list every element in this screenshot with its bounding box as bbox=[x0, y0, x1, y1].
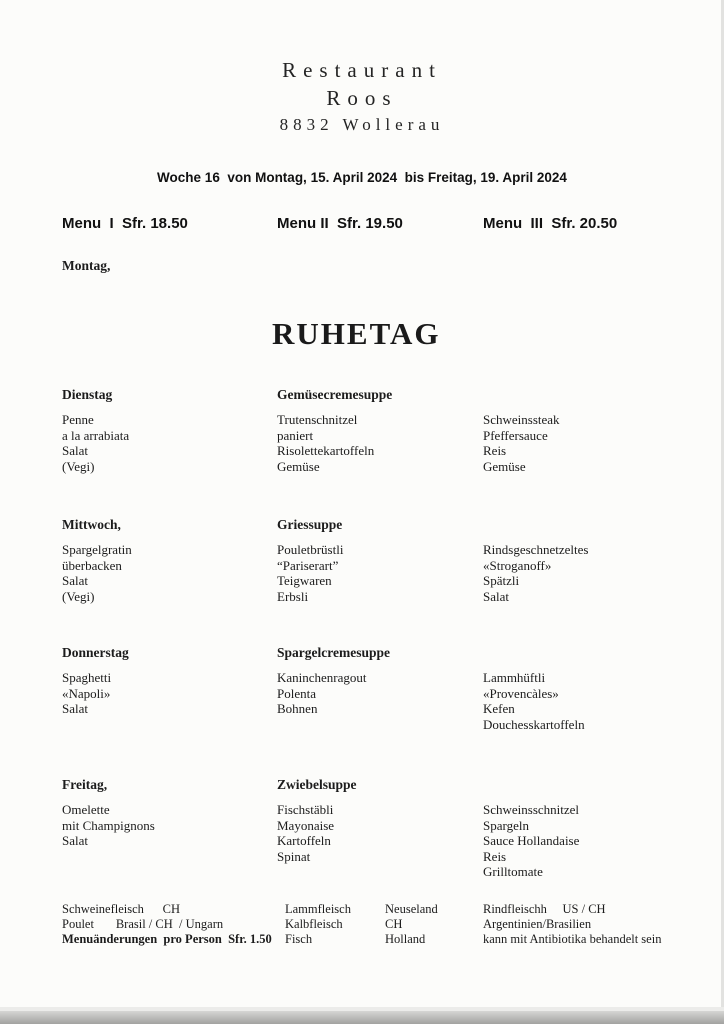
menu1-items bbox=[62, 412, 277, 474]
menu-item-line: «Napoli» bbox=[62, 685, 111, 701]
menu-item-line: paniert bbox=[277, 427, 314, 443]
day-head bbox=[62, 644, 714, 661]
day-body bbox=[62, 670, 714, 732]
restaurant-name-line1: Restaurant bbox=[282, 58, 442, 82]
footer-cell: Argentinien/Brasilien bbox=[483, 916, 592, 931]
meat-origin-footer bbox=[0, 902, 724, 947]
menu-item-line: “Pariserart” bbox=[277, 557, 339, 573]
footer-row bbox=[62, 917, 714, 932]
day-body bbox=[62, 802, 714, 880]
empty-cell bbox=[483, 516, 714, 533]
menu-item-line: Mayonaise bbox=[277, 817, 335, 833]
day-section-freitag bbox=[0, 776, 724, 880]
footer-row bbox=[62, 932, 714, 947]
menu-item-line: Polenta bbox=[277, 685, 316, 701]
day-head bbox=[62, 776, 714, 793]
scan-edge-bottom bbox=[0, 1011, 724, 1024]
menu-item-line: Gemüse bbox=[277, 458, 320, 474]
menu-item-line: Kaninchenragout bbox=[277, 670, 367, 685]
menu-item-line: Schweinsschnitzel bbox=[483, 802, 580, 817]
menu-item-line: Spätzli bbox=[483, 573, 520, 588]
menu-item-line: Salat bbox=[62, 443, 88, 458]
monday-day-label: Montag, bbox=[62, 258, 111, 273]
menu1-items bbox=[62, 802, 277, 880]
day-body bbox=[62, 542, 714, 604]
menu-item-line: Penne bbox=[62, 412, 94, 427]
menu-item-line: Trutenschnitzel bbox=[277, 412, 358, 427]
footer-cell: Fisch bbox=[285, 931, 313, 946]
soup-label: Spargelcremesuppe bbox=[277, 645, 390, 660]
menu-item-line: Spargelgratin bbox=[62, 542, 132, 557]
menu1-price-header: Menu I Sfr. 18.50 bbox=[62, 215, 188, 232]
week-range-line: Woche 16 von Montag, 15. April 2024 bis Freitag, 19. April 2024 bbox=[157, 170, 567, 185]
soup-label: Gemüsecremesuppe bbox=[277, 387, 393, 402]
menu-item-line: Salat bbox=[483, 588, 509, 604]
menu-item-line: überbacken bbox=[62, 557, 122, 573]
menu2-items bbox=[277, 670, 483, 732]
menu1-items bbox=[62, 670, 277, 732]
day-section-donnerstag bbox=[0, 644, 724, 732]
menu-item-line: Salat bbox=[62, 701, 88, 716]
menu-item-line: (Vegi) bbox=[62, 458, 95, 474]
menu-item-line: Teigwaren bbox=[277, 573, 332, 588]
menu-item-line: (Vegi) bbox=[62, 588, 95, 604]
day-label: Dienstag bbox=[62, 387, 113, 402]
menu-item-line: Spaghetti bbox=[62, 670, 112, 685]
day-head bbox=[62, 516, 714, 533]
restaurant-name-line2: Roos bbox=[326, 86, 398, 110]
soup-label: Griessuppe bbox=[277, 517, 343, 532]
menu1-items bbox=[62, 542, 277, 604]
day-section-dienstag bbox=[0, 386, 724, 474]
day-body bbox=[62, 412, 714, 474]
footer-cell: Rindfleischh US / CH bbox=[483, 901, 606, 916]
menu-item-line: Risolettekartoffeln bbox=[277, 443, 375, 458]
menu-item-line: Douchesskartoffeln bbox=[483, 716, 585, 732]
day-head bbox=[62, 386, 714, 403]
empty-cell bbox=[483, 644, 714, 661]
menu-item-line: Sauce Hollandaise bbox=[483, 833, 580, 848]
menu2-items bbox=[277, 802, 483, 880]
restaurant-title-block bbox=[0, 0, 724, 138]
menu-item-line: Omelette bbox=[62, 802, 110, 817]
soup-label: Zwiebelsuppe bbox=[277, 777, 357, 792]
menu3-items bbox=[483, 412, 714, 474]
menu-item-line: Reis bbox=[483, 848, 507, 864]
closed-day-notice: RUHETAG bbox=[272, 316, 441, 351]
footer-cell: CH bbox=[385, 916, 403, 931]
menu-item-line: Spinat bbox=[277, 848, 311, 864]
menu-price-header-row bbox=[0, 215, 724, 232]
menu2-price-header: Menu II Sfr. 19.50 bbox=[277, 215, 403, 232]
menu2-items bbox=[277, 542, 483, 604]
menu-item-line: Bohnen bbox=[277, 701, 318, 716]
footer-cell: kann mit Antibiotika behandelt sein bbox=[483, 931, 662, 946]
empty-cell bbox=[483, 386, 714, 403]
day-label: Mittwoch, bbox=[62, 517, 121, 532]
footer-cell: Schweinefleisch CH bbox=[62, 901, 181, 916]
menu-item-line: Fischstäbli bbox=[277, 802, 334, 817]
menu-item-line: Rindsgeschnetzeltes bbox=[483, 542, 589, 557]
menu-item-line: Schweinssteak bbox=[483, 412, 560, 427]
menu-item-line: Pfeffersauce bbox=[483, 427, 548, 443]
menu-item-line: Gemüse bbox=[483, 458, 526, 474]
menu2-items bbox=[277, 412, 483, 474]
day-section-mittwoch bbox=[0, 516, 724, 604]
menu-item-line: Reis bbox=[483, 443, 507, 458]
menu-item-line: Grilltomate bbox=[483, 864, 543, 879]
footer-cell: Neuseland bbox=[385, 901, 438, 916]
footer-cell: Kalbfleisch bbox=[285, 916, 343, 931]
menu-item-line: a la arrabiata bbox=[62, 427, 130, 443]
menu3-items bbox=[483, 670, 714, 732]
footer-cell: Poulet Brasil / CH / Ungarn bbox=[62, 916, 224, 931]
menu-item-line: Pouletbrüstli bbox=[277, 542, 344, 557]
menu-item-line: Lammhüftli bbox=[483, 670, 546, 685]
menu-item-line: Kartoffeln bbox=[277, 833, 331, 848]
menu-change-price-note: Menuänderungen pro Person Sfr. 1.50 bbox=[62, 931, 272, 946]
menu-item-line: Salat bbox=[62, 833, 88, 848]
menu-item-line: «Stroganoff» bbox=[483, 557, 552, 573]
menu-item-line: mit Champignons bbox=[62, 817, 155, 833]
menu-item-line: Erbsli bbox=[277, 588, 309, 604]
footer-cell: Lammfleisch bbox=[285, 901, 351, 916]
restaurant-address: 8832 Wollerau bbox=[279, 115, 445, 134]
menu-item-line: Salat bbox=[62, 573, 88, 588]
footer-row bbox=[62, 902, 714, 917]
empty-cell bbox=[483, 776, 714, 793]
menu-item-line: «Provencàles» bbox=[483, 685, 559, 701]
menu-item-line: Spargeln bbox=[483, 817, 529, 833]
footer-cell: Holland bbox=[385, 931, 426, 946]
menu3-items bbox=[483, 802, 714, 880]
day-label: Donnerstag bbox=[62, 645, 129, 660]
menu3-price-header: Menu III Sfr. 20.50 bbox=[483, 215, 618, 232]
menu3-items bbox=[483, 542, 714, 604]
menu-item-line: Kefen bbox=[483, 701, 515, 716]
day-label: Freitag, bbox=[62, 777, 108, 792]
